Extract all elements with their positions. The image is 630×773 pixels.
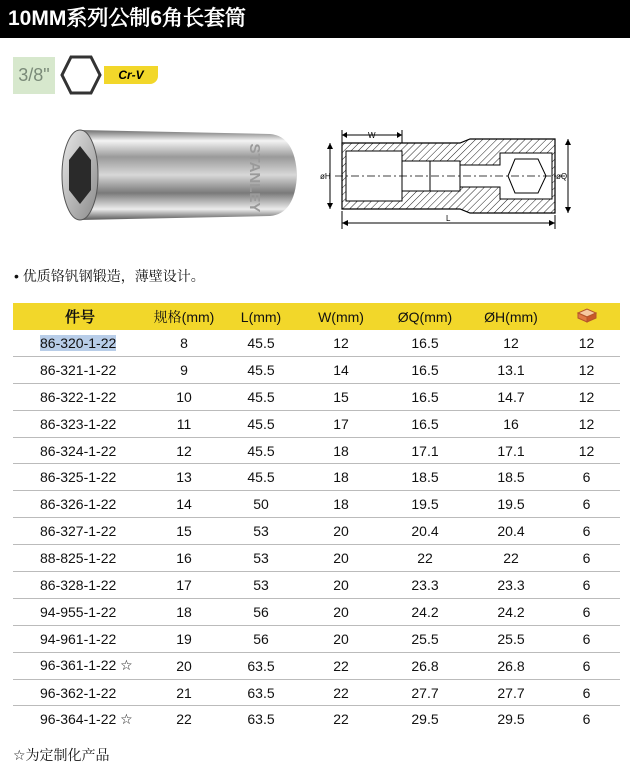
part-number-text[interactable]: 88-825-1-22 <box>40 550 117 567</box>
socket-product-image <box>55 120 305 230</box>
cell-diameter-q: 24.2 <box>381 598 469 625</box>
cell-diameter-q: 20.4 <box>381 518 469 545</box>
cell-width: 20 <box>301 625 381 652</box>
cell-diameter-q: 29.5 <box>411 711 439 728</box>
cell-diameter-h: 14.7 <box>469 383 553 410</box>
cell-part-number <box>13 545 147 572</box>
cell-part-number <box>13 652 147 679</box>
cell-diameter-h: 13.1 <box>469 356 553 383</box>
cell-package-qty: 12 <box>553 437 620 464</box>
cell-width: 17 <box>301 410 381 437</box>
cell-diameter-q: 16.5 <box>381 356 469 383</box>
cell-length: 45.5 <box>221 356 301 383</box>
cell-diameter-q: 26.8 <box>381 652 469 679</box>
cell-size: 8 <box>147 330 221 356</box>
cell-diameter-h: 12 <box>469 330 553 356</box>
cell-length: 63.5 <box>247 711 275 728</box>
table-row <box>13 625 620 652</box>
cell-diameter-q: 19.5 <box>381 491 469 518</box>
cell-package-qty: 6 <box>553 652 620 679</box>
cell-part-number <box>13 625 147 652</box>
cell-diameter-q: 18.5 <box>381 464 469 491</box>
part-number-text[interactable]: 86-328-1-22 <box>40 576 117 593</box>
cell-diameter-h: 29.5 <box>497 711 525 728</box>
cell-length: 50 <box>221 491 301 518</box>
part-number-text[interactable]: 86-327-1-22 <box>40 523 117 540</box>
cell-diameter-h: 24.2 <box>469 598 553 625</box>
cell-length: 45.5 <box>221 330 301 356</box>
cell-package-qty: 12 <box>553 383 620 410</box>
cell-length: 45.5 <box>221 437 301 464</box>
part-number-text[interactable]: 96-361-1-22 ☆ <box>40 657 133 674</box>
cell-width: 20 <box>301 545 381 572</box>
cell-width: 22 <box>333 711 349 728</box>
header-length: L(mm) <box>240 308 282 325</box>
cell-part-number <box>13 383 147 410</box>
cell-part-number <box>13 518 147 545</box>
cell-length: 45.5 <box>221 464 301 491</box>
part-number-text[interactable]: 94-955-1-22 <box>40 603 117 620</box>
footnote: ☆为定制化产品 <box>13 747 110 763</box>
cell-package-qty: 6 <box>553 518 620 545</box>
l-dimension-label: L <box>446 214 451 223</box>
cell-size: 16 <box>147 545 221 572</box>
cell-diameter-q: 23.3 <box>381 572 469 599</box>
cell-length: 53 <box>221 572 301 599</box>
cell-diameter-q: 16.5 <box>381 410 469 437</box>
table-row <box>13 437 620 464</box>
table-row <box>13 679 620 706</box>
cell-size: 14 <box>147 491 221 518</box>
cell-part-number <box>13 356 147 383</box>
cell-length: 56 <box>221 598 301 625</box>
cell-package-qty: 6 <box>553 598 620 625</box>
header-part-number: 件号 <box>64 309 95 326</box>
table-row <box>13 518 620 545</box>
cell-size: 21 <box>147 679 221 706</box>
part-number-text[interactable]: 94-961-1-22 <box>40 630 117 647</box>
cell-package-qty: 6 <box>553 464 620 491</box>
h-dimension-label: øH <box>320 172 331 181</box>
part-number-text[interactable]: 86-325-1-22 <box>40 469 117 486</box>
cell-diameter-h: 22 <box>469 545 553 572</box>
part-number-text[interactable]: 96-364-1-22 ☆ <box>40 710 133 727</box>
page-title: 10MM系列公制6角长套筒 <box>0 0 630 38</box>
cell-size: 19 <box>147 625 221 652</box>
cell-part-number <box>13 330 147 356</box>
cell-diameter-h: 16 <box>469 410 553 437</box>
cell-diameter-q: 22 <box>381 545 469 572</box>
cell-length: 63.5 <box>221 652 301 679</box>
cell-diameter-q: 27.7 <box>381 679 469 706</box>
cell-package-qty: 12 <box>553 330 620 356</box>
brand-mark: STANLEY <box>246 143 263 213</box>
table-row <box>13 383 620 410</box>
cell-diameter-h: 18.5 <box>469 464 553 491</box>
cell-size: 10 <box>147 383 221 410</box>
w-dimension-label: W <box>368 131 376 140</box>
cell-diameter-h: 23.3 <box>469 572 553 599</box>
cell-width: 12 <box>301 330 381 356</box>
part-number-text[interactable]: 86-321-1-22 <box>40 361 117 378</box>
cell-width: 22 <box>301 679 381 706</box>
cell-size: 9 <box>147 356 221 383</box>
cell-package-qty: 12 <box>553 356 620 383</box>
header-diameter-q: ØQ(mm) <box>397 308 453 325</box>
header-size: 规格(mm) <box>153 308 215 325</box>
cell-width: 20 <box>301 518 381 545</box>
cell-diameter-q: 25.5 <box>381 625 469 652</box>
cell-length: 45.5 <box>221 383 301 410</box>
header-width: W(mm) <box>318 308 364 325</box>
cell-width: 18 <box>301 491 381 518</box>
cell-width: 20 <box>301 598 381 625</box>
package-box-icon <box>576 307 598 323</box>
table-row <box>13 598 620 625</box>
cell-part-number <box>13 572 147 599</box>
cell-package-qty: 6 <box>553 572 620 599</box>
cell-package-qty: 12 <box>553 410 620 437</box>
part-number-text[interactable]: 86-324-1-22 <box>40 442 117 459</box>
table-row <box>13 706 620 732</box>
part-number-text[interactable]: 96-362-1-22 <box>40 684 117 701</box>
socket-dimension-diagram <box>320 125 580 235</box>
cell-length: 56 <box>221 625 301 652</box>
part-number-text[interactable]: 86-320-1-22 <box>40 334 117 351</box>
cell-length: 45.5 <box>221 410 301 437</box>
cell-part-number <box>13 706 147 732</box>
table-row <box>13 356 620 383</box>
cell-length: 53 <box>221 545 301 572</box>
cell-size: 20 <box>147 652 221 679</box>
cell-diameter-q: 17.1 <box>381 437 469 464</box>
cell-diameter-h: 27.7 <box>469 679 553 706</box>
cell-part-number <box>13 410 147 437</box>
cell-part-number <box>13 491 147 518</box>
cell-size: 11 <box>147 410 221 437</box>
cell-diameter-q: 16.5 <box>381 330 469 356</box>
cell-diameter-h: 19.5 <box>469 491 553 518</box>
hexagon-icon <box>60 55 102 95</box>
feature-description: • 优质铬钒钢锻造，薄壁设计。 <box>14 268 205 284</box>
cell-width: 14 <box>301 356 381 383</box>
table-row <box>13 464 620 491</box>
cell-size: 15 <box>147 518 221 545</box>
part-number-text[interactable]: 86-322-1-22 <box>40 388 117 405</box>
table-header-row <box>13 303 620 330</box>
cell-width: 22 <box>301 652 381 679</box>
cell-width: 20 <box>301 572 381 599</box>
cell-length: 53 <box>221 518 301 545</box>
cell-width: 18 <box>301 437 381 464</box>
q-dimension-label: øQ <box>556 172 568 181</box>
part-number-text[interactable]: 86-323-1-22 <box>40 415 117 432</box>
cell-width: 18 <box>301 464 381 491</box>
material-badge: Cr-V <box>104 66 158 84</box>
cell-width: 15 <box>301 383 381 410</box>
cell-size: 17 <box>147 572 221 599</box>
cell-diameter-h: 25.5 <box>469 625 553 652</box>
header-package-qty <box>553 303 620 330</box>
table-row <box>13 545 620 572</box>
cell-part-number <box>13 679 147 706</box>
cell-part-number <box>13 437 147 464</box>
spec-table <box>13 303 620 732</box>
cell-diameter-h: 26.8 <box>469 652 553 679</box>
cell-part-number <box>13 464 147 491</box>
cell-diameter-h: 17.1 <box>469 437 553 464</box>
cell-package-qty: 6 <box>553 491 620 518</box>
table-row <box>13 410 620 437</box>
header-diameter-h: ØH(mm) <box>484 308 538 325</box>
cell-package-qty: 6 <box>582 711 591 728</box>
table-row <box>13 330 620 356</box>
cell-package-qty: 6 <box>553 625 620 652</box>
cell-package-qty: 6 <box>553 679 620 706</box>
cell-size: 22 <box>176 711 192 728</box>
table-row <box>13 572 620 599</box>
table-row <box>13 491 620 518</box>
part-number-text[interactable]: 86-326-1-22 <box>40 496 117 513</box>
drive-size-label: 3/8" <box>13 57 55 94</box>
table-row <box>13 652 620 679</box>
cell-diameter-q: 16.5 <box>381 383 469 410</box>
cell-size: 13 <box>147 464 221 491</box>
cell-diameter-h: 20.4 <box>469 518 553 545</box>
cell-size: 12 <box>147 437 221 464</box>
cell-length: 63.5 <box>221 679 301 706</box>
cell-part-number <box>13 598 147 625</box>
cell-package-qty: 6 <box>553 545 620 572</box>
cell-size: 18 <box>147 598 221 625</box>
